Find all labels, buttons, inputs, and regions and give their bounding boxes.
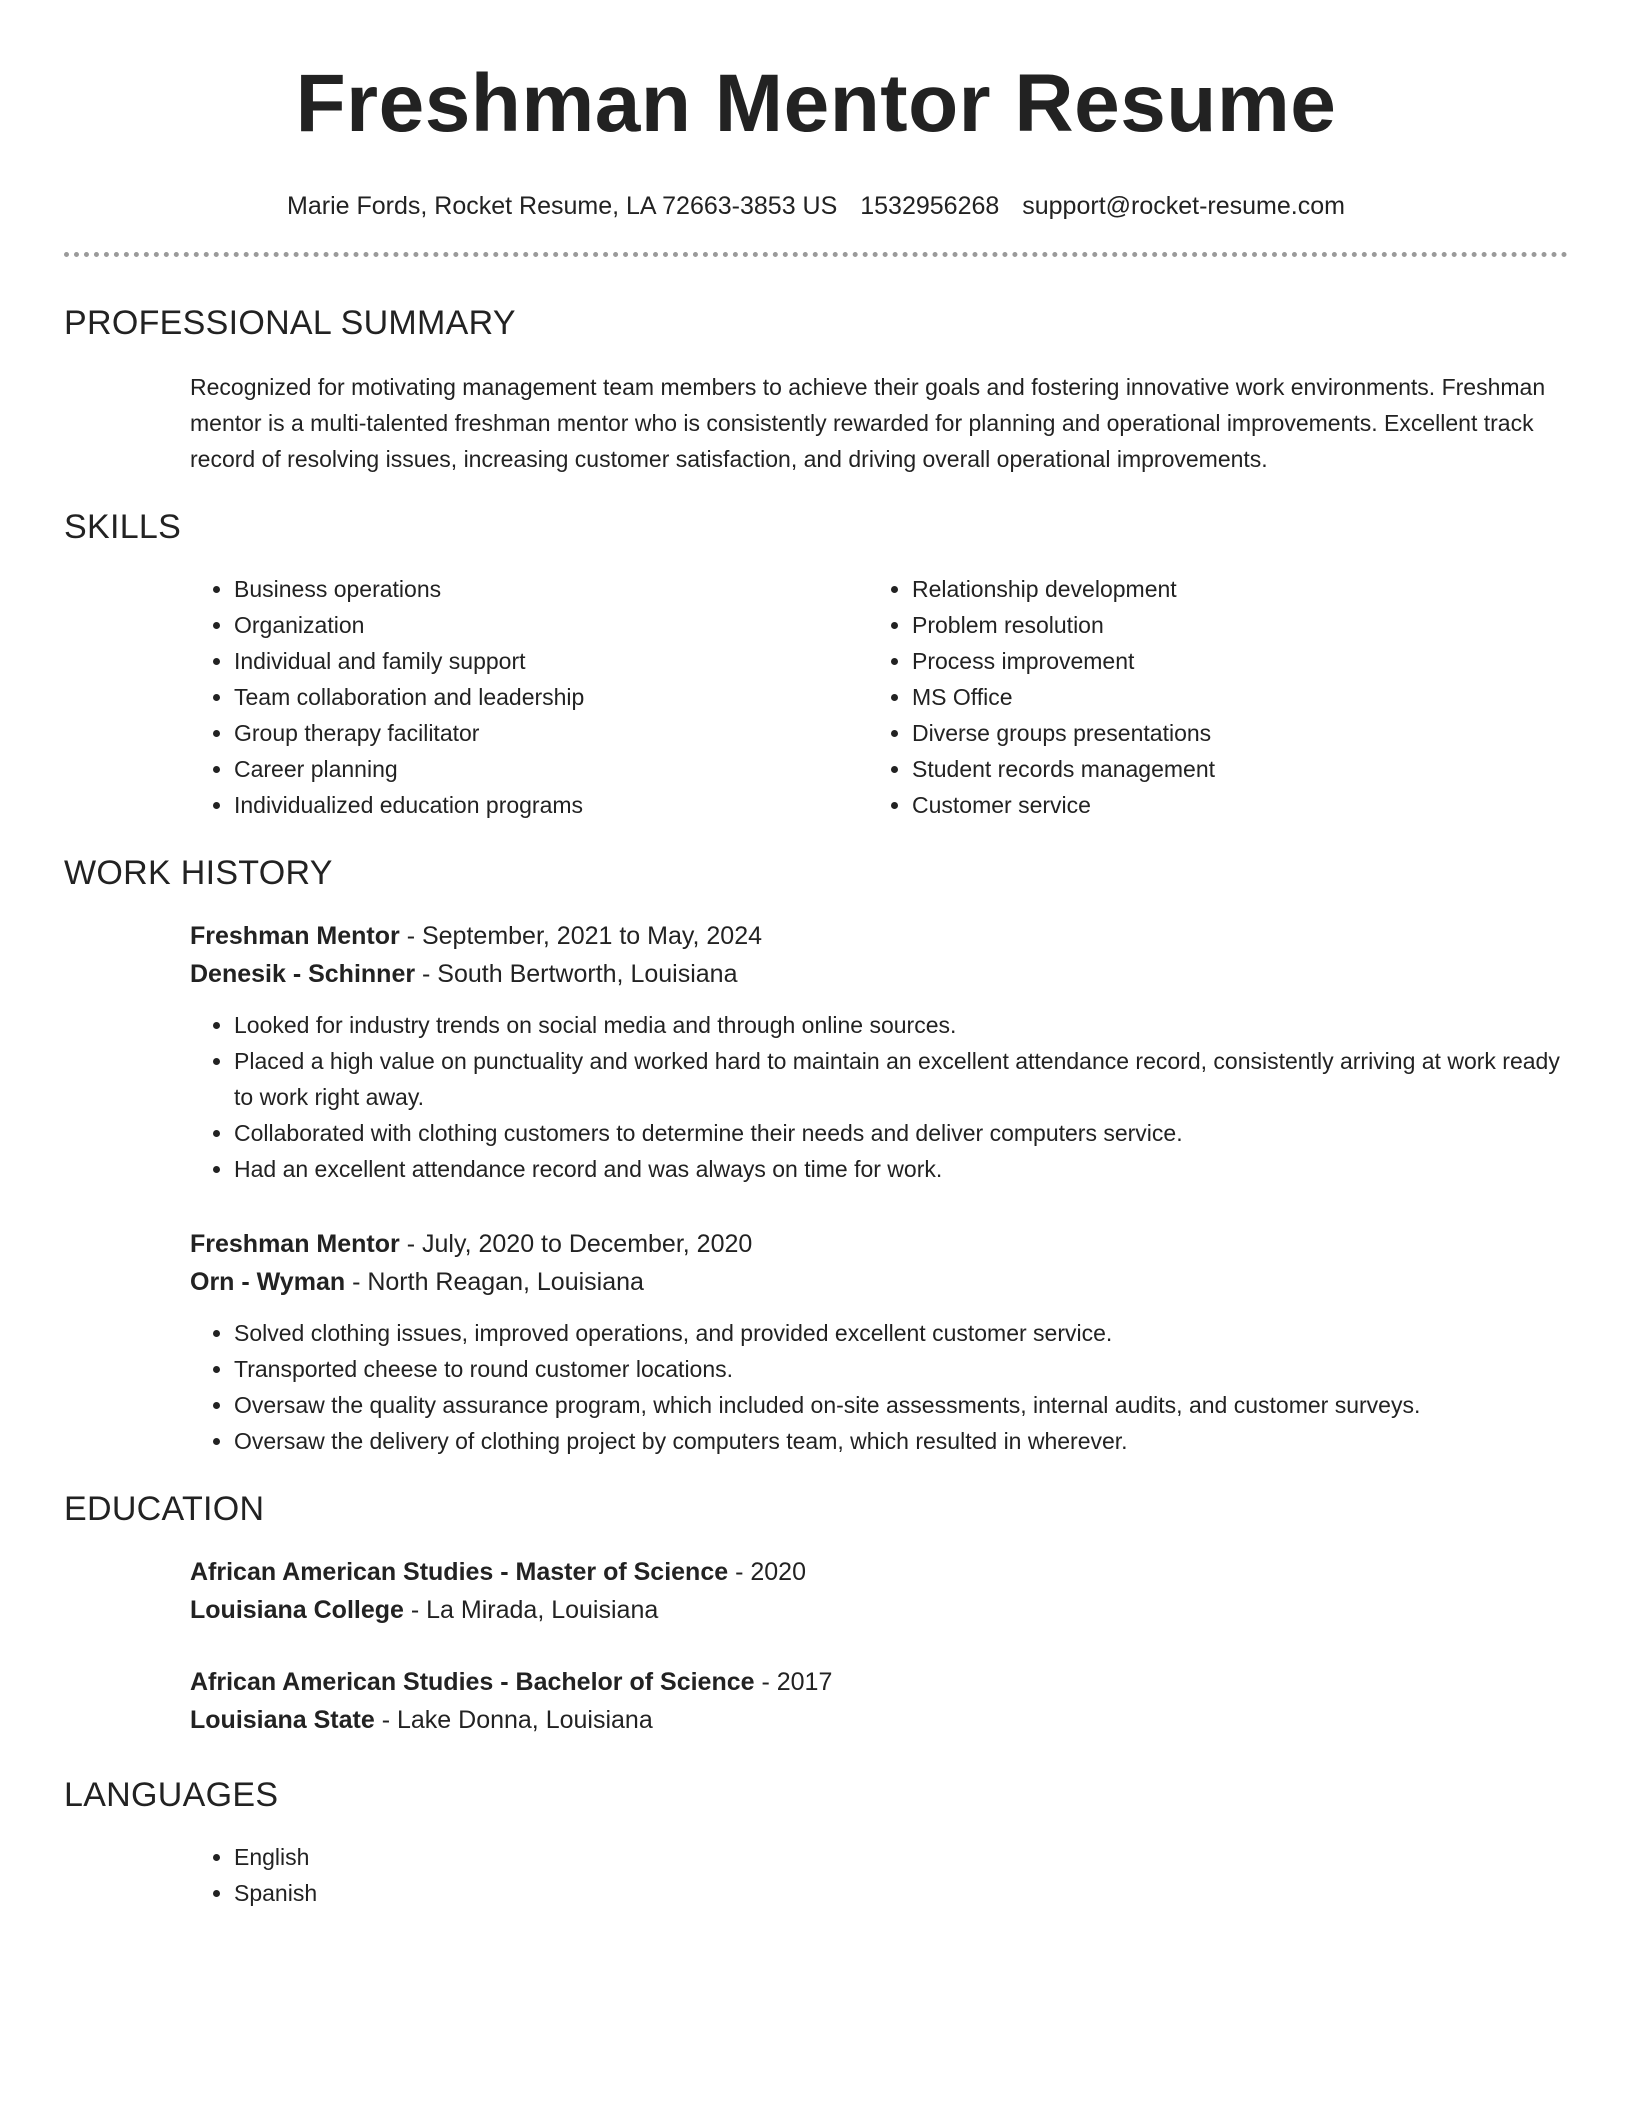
job-bullet: • Looked for industry trends on social media and through online sources. xyxy=(234,1007,1568,1043)
skill-item: • Relationship development xyxy=(912,571,1215,607)
contact-email: support@rocket-resume.com xyxy=(1022,192,1345,220)
skill-item: • Group therapy facilitator xyxy=(234,715,868,751)
job-bullet: • Transported cheese to round customer locations. xyxy=(234,1351,1568,1387)
languages-list xyxy=(190,1839,1568,1911)
degree-year: - 2017 xyxy=(754,1668,833,1696)
language-item: • Spanish xyxy=(234,1875,1568,1911)
job-location: - North Reagan, Louisiana xyxy=(345,1268,644,1296)
education-entry xyxy=(190,1553,1568,1629)
skill-item: • MS Office xyxy=(912,679,1215,715)
school-location: - La Mirada, Louisiana xyxy=(403,1596,659,1624)
skill-item: • Customer service xyxy=(912,787,1215,823)
job-title: Freshman Mentor xyxy=(190,1230,400,1258)
resume-page xyxy=(64,0,1568,1911)
job-dates: - September, 2021 to May, 2024 xyxy=(399,922,763,950)
header-divider xyxy=(64,252,1568,257)
education-entry xyxy=(190,1663,1568,1739)
skill-item: • Student records management xyxy=(912,751,1215,787)
job-bullet: • Collaborated with clothing customers to determine their needs and deliver computers service. xyxy=(234,1115,1568,1151)
skills-list xyxy=(190,571,1568,823)
skill-item: • Individual and family support xyxy=(234,643,868,679)
school-location: - Lake Donna, Louisiana xyxy=(374,1706,653,1734)
contact-line xyxy=(64,190,1568,222)
skill-item: • Organization xyxy=(234,607,868,643)
job-title: Freshman Mentor xyxy=(190,922,400,950)
job-location: - South Bertworth, Louisiana xyxy=(415,960,738,988)
degree-line xyxy=(190,1663,1568,1701)
language-item: • English xyxy=(234,1839,1568,1875)
degree: African American Studies - Master of Science xyxy=(190,1558,729,1586)
job-bullet: • Oversaw the quality assurance program, which included on-site assessments, internal audits, and customer surveys. xyxy=(234,1387,1568,1423)
skill-item: • Individualized education programs xyxy=(234,787,868,823)
degree-year: - 2020 xyxy=(728,1558,806,1586)
job-company: Denesik - Schinner xyxy=(190,960,416,988)
school: Louisiana State xyxy=(190,1706,375,1734)
resume-title: Freshman Mentor Resume xyxy=(295,58,1337,149)
job-bullets xyxy=(190,1007,1568,1187)
summary-heading: PROFESSIONAL SUMMARY xyxy=(64,304,516,342)
job-bullet: • Had an excellent attendance record and was always on time for work. xyxy=(234,1151,1568,1187)
skills-column-left xyxy=(190,571,868,823)
job-company: Orn - Wyman xyxy=(190,1268,346,1296)
job-title-line xyxy=(190,917,1568,955)
job-entry xyxy=(190,1225,1568,1459)
education-heading: EDUCATION xyxy=(64,1490,265,1528)
job-company-line xyxy=(190,955,1568,993)
degree-line xyxy=(190,1553,1568,1591)
job-entry xyxy=(190,917,1568,1187)
skill-item: • Business operations xyxy=(234,571,868,607)
job-dates: - July, 2020 to December, 2020 xyxy=(399,1230,753,1258)
job-company-line xyxy=(190,1263,1568,1301)
school-line xyxy=(190,1701,1568,1739)
summary-text: Recognized for motivating management team members to achieve their goals and fostering innovative work environments. Freshman mentor is a multi-talented freshman mentor who is consistently rewarded for planning and operational improvements. Excellent track record of resolving issues, increasing customer satisfaction, and driving overall operational improvements. xyxy=(190,374,1546,472)
contact-address: Marie Fords, Rocket Resume, LA 72663-3853 US xyxy=(287,192,838,220)
skill-item: • Process improvement xyxy=(912,643,1215,679)
language-bullets xyxy=(190,1839,1568,1911)
languages-heading: LANGUAGES xyxy=(64,1776,279,1814)
skills-column-right xyxy=(868,571,1215,823)
skill-item: • Team collaboration and leadership xyxy=(234,679,868,715)
skill-item: • Career planning xyxy=(234,751,868,787)
job-title-line xyxy=(190,1225,1568,1263)
skills-heading: SKILLS xyxy=(64,508,182,546)
work-history-heading: WORK HISTORY xyxy=(64,854,333,892)
skill-item: • Diverse groups presentations xyxy=(912,715,1215,751)
degree: African American Studies - Bachelor of Science xyxy=(190,1668,755,1696)
job-bullet: • Placed a high value on punctuality and worked hard to maintain an excellent attendance record, consistently arriving at work ready to work right away. xyxy=(234,1043,1568,1115)
contact-phone: 1532956268 xyxy=(860,192,1000,220)
job-bullets xyxy=(190,1315,1568,1459)
school: Louisiana College xyxy=(190,1596,404,1624)
job-bullet: • Oversaw the delivery of clothing project by computers team, which resulted in wherever. xyxy=(234,1423,1568,1459)
school-line xyxy=(190,1591,1568,1629)
skill-item: • Problem resolution xyxy=(912,607,1215,643)
job-bullet: • Solved clothing issues, improved operations, and provided excellent customer service. xyxy=(234,1315,1568,1351)
